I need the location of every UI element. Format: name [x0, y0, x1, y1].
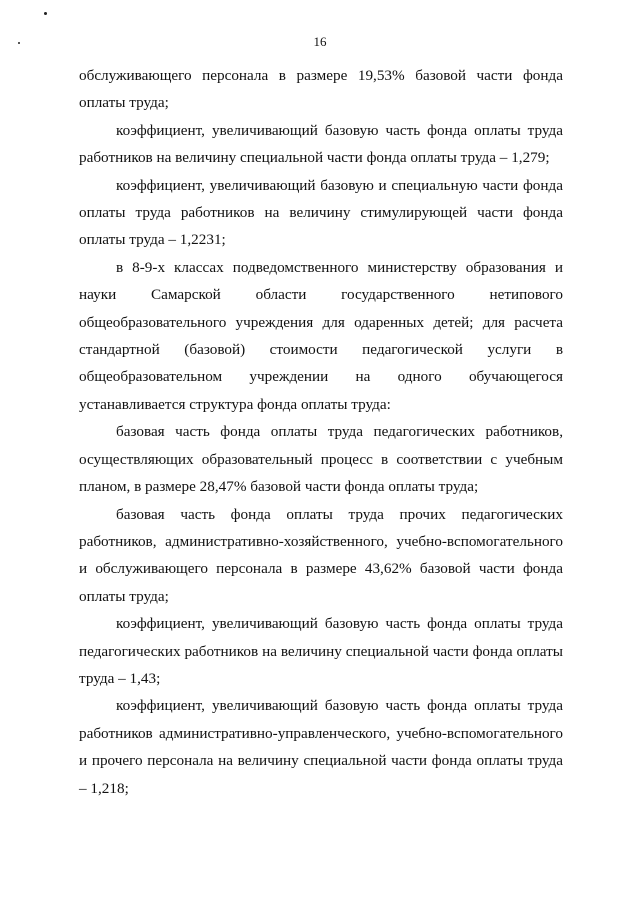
- paragraph: коэффициент, увеличивающий базовую часть фонда оплаты труда работников на величину специальной части фонда оплаты труда – 1,279;: [79, 121, 563, 167]
- paragraph: в 8-9-х классах подведомственного министерству образования и науки Самарской области государственного нетипового общеобразовательного учреждения для одаренных детей; для расчета стандартной (базовой) стоимости педагогической услуги в общеобразовательном учреждении на одного обучающегося устанавливается структура фонда оплаты труда:: [79, 258, 563, 413]
- paragraph: коэффициент, увеличивающий базовую часть фонда оплаты труда педагогических работников на величину специальной части фонда оплаты труда – 1,43;: [79, 615, 563, 687]
- page-number: 16: [313, 34, 327, 49]
- paragraph: коэффициент, увеличивающий базовую и специальную части фонда оплаты труда работников на величину стимулирующей части фонда оплаты труда – 1,2231;: [79, 176, 563, 249]
- paragraph: базовая часть фонда оплаты труда педагогических работников, осуществляющих образовательный процесс в соответствии с учебным планом, в размере 28,47% базовой части фонда оплаты труда;: [79, 423, 563, 496]
- document-body: [79, 62, 563, 802]
- paragraph: базовая часть фонда оплаты труда прочих педагогических работников, административно-хозяйственного, учебно-вспомогательного и обслуживающего персонала в размере 43,62% базовой части фонда оплаты труда;: [79, 505, 563, 605]
- scan-speck: [44, 12, 47, 15]
- paragraph: коэффициент, увеличивающий базовую часть фонда оплаты труда работников административно-управленческого, учебно-вспомогательного и прочего персонала на величину специальной части фонда оплаты труда – 1,218;: [79, 697, 563, 797]
- paragraph: обслуживающего персонала в размере 19,53% базовой части фонда оплаты труда;: [79, 67, 563, 112]
